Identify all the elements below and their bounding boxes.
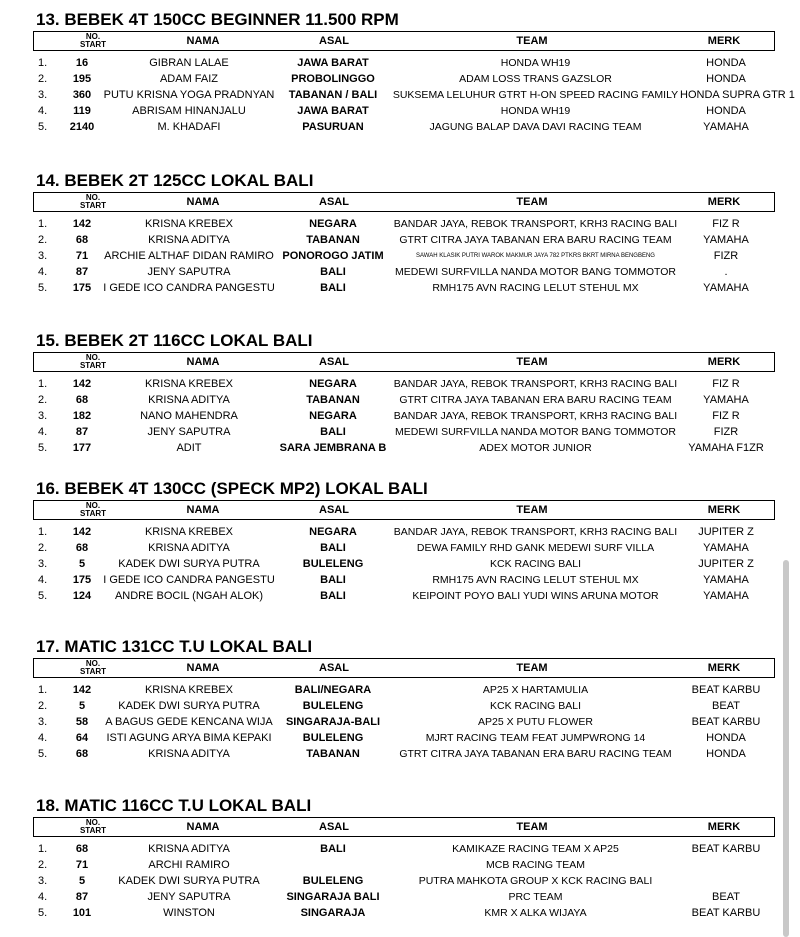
rider-origin: TABANAN / BALI (288, 89, 378, 101)
team-name: PRC TEAM (508, 891, 563, 903)
start-number: 68 (75, 748, 89, 760)
team-name: GTRT CITRA JAYA TABANAN ERA BARU RACING TEAM (399, 234, 672, 246)
rider-origin: NEGARA (309, 410, 357, 422)
table-row (0, 746, 790, 762)
rider-name: ADAM FAIZ (159, 73, 219, 85)
team-name: KCK RACING BALI (489, 558, 582, 570)
bike-brand: YAMAHA (703, 590, 749, 602)
start-number: 119 (73, 105, 91, 117)
bike-brand: FIZ R (712, 410, 740, 422)
header-no-start (64, 818, 122, 836)
row-index: 4. (38, 105, 48, 117)
section-title: 13. BEBEK 4T 150CC BEGINNER 11.500 RPM (36, 10, 399, 29)
row-index: 5. (38, 907, 48, 919)
team-name: RMH175 AVN RACING LELUT STEHUL MX (432, 574, 639, 586)
rider-name: KRISNA KREBEX (144, 526, 234, 538)
rider-origin: BALI (320, 542, 346, 554)
rider-name: WINSTON (163, 907, 215, 919)
header-no-line2: START (79, 201, 107, 210)
table-row (0, 119, 790, 135)
bike-brand: YAMAHA (703, 121, 749, 133)
header-asal: ASAL (319, 662, 349, 674)
header-no-line1: NO. (85, 818, 101, 827)
bike-brand: BEAT KARBU (691, 716, 761, 728)
bike-brand: FIZR (713, 250, 739, 262)
table-row (0, 698, 790, 714)
start-number: 5 (78, 700, 86, 712)
team-name: MCB RACING TEAM (486, 859, 585, 871)
rider-name: A BAGUS GEDE KENCANA WIJA (105, 716, 273, 728)
rider-origin: BALI/NEGARA (294, 684, 372, 696)
bike-brand: HONDA (706, 57, 746, 69)
start-number: 68 (75, 394, 89, 406)
rider-origin: BALI (320, 843, 346, 855)
header-nama: NAMA (186, 35, 220, 47)
rider-name: I GEDE ICO CANDRA PANGESTU (103, 574, 275, 586)
row-index: 5. (38, 748, 48, 760)
table-row (0, 408, 790, 424)
rider-name: PUTU KRISNA YOGA PRADNYAN (103, 89, 275, 101)
rider-name: ANDRE BOCIL (NGAH ALOK) (114, 590, 264, 602)
header-no-line1: NO. (85, 32, 101, 41)
rider-name: GIBRAN LALAE (149, 57, 229, 69)
header-no-line2: START (79, 40, 107, 49)
table-row (0, 264, 790, 280)
row-index: 4. (38, 891, 48, 903)
header-nama: NAMA (186, 356, 220, 368)
rider-origin: JAWA BARAT (297, 105, 369, 117)
bike-brand: HONDA (706, 748, 746, 760)
start-number: 175 (72, 574, 92, 586)
header-merk: MERK (707, 196, 741, 208)
rider-name: JENY SAPUTRA (147, 266, 231, 278)
rider-origin: BULELENG (302, 700, 364, 712)
row-index: 1. (38, 218, 48, 230)
bike-brand: HONDA (706, 73, 746, 85)
bike-brand: JUPITER Z (698, 526, 754, 538)
header-nama: NAMA (186, 821, 220, 833)
table-row (0, 905, 790, 921)
table-row (0, 376, 790, 392)
header-asal: ASAL (319, 504, 349, 516)
header-no-start (64, 659, 122, 677)
start-number: 142 (72, 378, 92, 390)
section-title: 14. BEBEK 2T 125CC LOKAL BALI (36, 171, 314, 190)
header-no-start (64, 193, 122, 211)
team-name: KMR X ALKA WIJAYA (484, 907, 587, 919)
team-name: HONDA WH19 (500, 57, 571, 69)
table-row (0, 71, 790, 87)
rider-origin: SINGARAJA BALI (286, 891, 380, 903)
row-index: 2. (38, 234, 48, 246)
bike-brand: FIZR (713, 426, 739, 438)
rider-origin: BALI (320, 574, 346, 586)
bike-brand: . (724, 266, 728, 278)
row-index: 2. (38, 73, 48, 85)
row-index: 3. (38, 410, 48, 422)
header-team: TEAM (516, 196, 548, 208)
rider-origin: PROBOLINGGO (291, 73, 375, 85)
bike-brand: HONDA (706, 105, 746, 117)
table-row (0, 424, 790, 440)
start-number: 58 (75, 716, 89, 728)
start-number: 175 (72, 282, 92, 294)
team-name: GTRT CITRA JAYA TABANAN ERA BARU RACING TEAM (399, 748, 672, 760)
team-name: MJRT RACING TEAM FEAT JUMPWRONG 14 (425, 732, 646, 744)
bike-brand: YAMAHA F1ZR (688, 442, 764, 454)
header-no-start (64, 353, 122, 371)
rider-origin: BALI (320, 282, 346, 294)
row-index: 1. (38, 684, 48, 696)
rider-name: KADEK DWI SURYA PUTRA (118, 875, 260, 887)
bike-brand: BEAT (712, 891, 740, 903)
table-header (33, 31, 775, 51)
table-row (0, 87, 795, 103)
rider-name: KADEK DWI SURYA PUTRA (118, 558, 260, 570)
table-row (0, 280, 790, 296)
table-row (0, 540, 790, 556)
rider-name: ISTI AGUNG ARYA BIMA KEPAKI (106, 732, 272, 744)
rider-name: M. KHADAFI (157, 121, 221, 133)
bike-brand: YAMAHA (703, 234, 749, 246)
header-no-line1: NO. (85, 659, 101, 668)
table-header (33, 352, 775, 372)
row-index: 4. (38, 266, 48, 278)
rider-origin: BALI (320, 266, 346, 278)
rider-origin: BULELENG (302, 875, 364, 887)
row-index: 3. (38, 558, 48, 570)
table-row (0, 889, 790, 905)
team-name: BANDAR JAYA, REBOK TRANSPORT, KRH3 RACING BALI (393, 218, 678, 230)
table-row (0, 392, 790, 408)
rider-name: KRISNA KREBEX (144, 684, 234, 696)
start-number: 2140 (69, 121, 95, 133)
rider-name: KRISNA KREBEX (144, 218, 234, 230)
start-number: 142 (72, 684, 92, 696)
team-name: BANDAR JAYA, REBOK TRANSPORT, KRH3 RACING BALI (393, 378, 678, 390)
row-index: 3. (38, 250, 48, 262)
rider-origin: TABANAN (306, 234, 360, 246)
header-merk: MERK (707, 662, 741, 674)
row-index: 1. (38, 843, 48, 855)
rider-origin: BALI (320, 590, 346, 602)
row-index: 3. (38, 875, 48, 887)
team-name: KEIPOINT POYO BALI YUDI WINS ARUNA MOTOR (412, 590, 659, 602)
start-number: 124 (72, 590, 92, 602)
section-title: 17. MATIC 131CC T.U LOKAL BALI (36, 637, 313, 656)
start-number: 182 (72, 410, 92, 422)
table-row (0, 682, 790, 698)
rider-origin: JAWA BARAT (297, 57, 369, 69)
start-number: 87 (75, 266, 89, 278)
team-name: RMH175 AVN RACING LELUT STEHUL MX (432, 282, 639, 294)
row-index: 4. (38, 732, 48, 744)
header-asal: ASAL (319, 35, 349, 47)
header-no-line2: START (79, 667, 107, 676)
row-index: 2. (38, 859, 48, 871)
rider-origin: SARA JEMBRANA B (279, 442, 387, 454)
row-index: 5. (38, 121, 48, 133)
team-name: BANDAR JAYA, REBOK TRANSPORT, KRH3 RACING BALI (393, 526, 678, 538)
table-header (33, 500, 775, 520)
team-name: PUTRA MAHKOTA GROUP X KCK RACING BALI (418, 875, 653, 887)
table-row (0, 714, 790, 730)
team-name: MEDEWI SURFVILLA NANDA MOTOR BANG TOMMOTOR (394, 266, 676, 278)
bike-brand: BEAT (712, 700, 740, 712)
bike-brand: BEAT KARBU (691, 907, 761, 919)
start-number: 142 (72, 218, 92, 230)
start-number: 68 (75, 542, 89, 554)
header-nama: NAMA (186, 196, 220, 208)
team-name: DEWA FAMILY RHD GANK MEDEWI SURF VILLA (416, 542, 655, 554)
header-nama: NAMA (186, 662, 220, 674)
rider-origin: NEGARA (309, 526, 357, 538)
table-row (0, 572, 790, 588)
row-index: 3. (38, 716, 48, 728)
team-name: BANDAR JAYA, REBOK TRANSPORT, KRH3 RACING BALI (393, 410, 678, 422)
start-number: 71 (75, 250, 89, 262)
header-no-start (64, 501, 122, 519)
table-header (33, 817, 775, 837)
start-number: 68 (75, 234, 89, 246)
team-name: HONDA WH19 (500, 105, 571, 117)
bike-brand: HONDA SUPRA GTR 1 (680, 89, 795, 101)
row-index: 1. (38, 526, 48, 538)
rider-name: KADEK DWI SURYA PUTRA (118, 700, 260, 712)
header-no-line2: START (79, 509, 107, 518)
rider-name: JENY SAPUTRA (147, 426, 231, 438)
rider-origin: PASURUAN (302, 121, 364, 133)
row-index: 4. (38, 426, 48, 438)
team-name: SUKSEMA LELUHUR GTRT H-ON SPEED RACING FAMILY (392, 89, 679, 101)
rider-name: I GEDE ICO CANDRA PANGESTU (103, 282, 275, 294)
team-name: AP25 X PUTU FLOWER (478, 716, 593, 728)
header-merk: MERK (707, 821, 741, 833)
start-number: 101 (72, 907, 92, 919)
header-team: TEAM (516, 35, 548, 47)
table-row (0, 248, 790, 264)
vertical-scrollbar[interactable] (783, 560, 789, 937)
rider-origin: NEGARA (309, 378, 357, 390)
rider-name: KRISNA ADITYA (148, 234, 230, 246)
table-row (0, 857, 790, 873)
row-index: 1. (38, 57, 48, 69)
header-asal: ASAL (319, 356, 349, 368)
section-title: 18. MATIC 116CC T.U LOKAL BALI (36, 796, 312, 815)
rider-origin: TABANAN (306, 748, 360, 760)
rider-name: ABRISAM HINANJALU (132, 105, 246, 117)
header-no-line1: NO. (85, 501, 101, 510)
team-name: SAWAH KLASIK PUTRI WAROK MAKMUR JAYA 782 PTKRS BKRT MIRNA BENGBENG (416, 253, 655, 259)
start-number: 360 (72, 89, 92, 101)
start-number: 87 (75, 426, 89, 438)
start-number: 16 (75, 57, 89, 69)
rider-origin: SINGARAJA-BALI (285, 716, 381, 728)
bike-brand: YAMAHA (703, 394, 749, 406)
team-name: ADAM LOSS TRANS GAZSLOR (459, 73, 612, 85)
table-row (0, 440, 790, 456)
start-number: 177 (72, 442, 92, 454)
rider-name: KRISNA ADITYA (148, 748, 230, 760)
rider-origin: BULELENG (302, 732, 364, 744)
rider-origin: PONOROGO JATIM (282, 250, 384, 262)
rider-name: ADIT (176, 442, 202, 454)
header-no-start (64, 32, 122, 50)
rider-name: KRISNA ADITYA (148, 394, 230, 406)
team-name: KCK RACING BALI (489, 700, 582, 712)
bike-brand: BEAT KARBU (691, 684, 761, 696)
rider-name: KRISNA ADITYA (148, 542, 230, 554)
table-row (0, 103, 790, 119)
header-team: TEAM (516, 504, 548, 516)
row-index: 2. (38, 542, 48, 554)
rider-origin: NEGARA (309, 218, 357, 230)
team-name: ADEX MOTOR JUNIOR (479, 442, 592, 454)
start-number: 195 (72, 73, 92, 85)
table-row (0, 216, 790, 232)
header-no-line1: NO. (85, 193, 101, 202)
header-merk: MERK (707, 356, 741, 368)
row-index: 3. (38, 89, 48, 101)
bike-brand: BEAT KARBU (691, 843, 761, 855)
row-index: 4. (38, 574, 48, 586)
row-index: 2. (38, 394, 48, 406)
bike-brand: YAMAHA (703, 282, 749, 294)
header-no-line1: NO. (85, 353, 101, 362)
header-team: TEAM (516, 821, 548, 833)
header-no-line2: START (79, 361, 107, 370)
rider-name: KRISNA KREBEX (144, 378, 234, 390)
row-index: 5. (38, 590, 48, 602)
rider-origin: SINGARAJA (300, 907, 366, 919)
table-row (0, 873, 790, 889)
row-index: 5. (38, 442, 48, 454)
team-name: MEDEWI SURFVILLA NANDA MOTOR BANG TOMMOTOR (394, 426, 676, 438)
header-merk: MERK (707, 35, 741, 47)
rider-name: JENY SAPUTRA (147, 891, 231, 903)
team-name: AP25 X HARTAMULIA (482, 684, 589, 696)
header-team: TEAM (516, 356, 548, 368)
table-row (0, 841, 790, 857)
table-row (0, 232, 790, 248)
bike-brand: JUPITER Z (698, 558, 754, 570)
rider-name: ARCHI RAMIRO (148, 859, 230, 871)
header-no-line2: START (79, 826, 107, 835)
table-row (0, 588, 790, 604)
rider-name: NANO MAHENDRA (140, 410, 238, 422)
row-index: 5. (38, 282, 48, 294)
bike-brand: HONDA (706, 732, 746, 744)
rider-origin: BULELENG (302, 558, 364, 570)
start-number: 5 (78, 558, 86, 570)
header-asal: ASAL (319, 821, 349, 833)
start-number: 5 (78, 875, 86, 887)
table-header (33, 192, 775, 212)
rider-name: KRISNA ADITYA (148, 843, 230, 855)
table-row (0, 556, 790, 572)
team-name: KAMIKAZE RACING TEAM X AP25 (452, 843, 619, 855)
table-row (0, 55, 790, 71)
start-number: 68 (75, 843, 89, 855)
header-nama: NAMA (186, 504, 220, 516)
start-number: 71 (75, 859, 89, 871)
team-name: JAGUNG BALAP DAVA DAVI RACING TEAM (429, 121, 642, 133)
section-title: 16. BEBEK 4T 130CC (SPECK MP2) LOKAL BALI (36, 479, 428, 498)
rider-origin: TABANAN (306, 394, 360, 406)
table-row (0, 524, 790, 540)
rider-origin: BALI (320, 426, 346, 438)
row-index: 1. (38, 378, 48, 390)
header-asal: ASAL (319, 196, 349, 208)
bike-brand: FIZ R (712, 218, 740, 230)
table-row (0, 730, 790, 746)
team-name: GTRT CITRA JAYA TABANAN ERA BARU RACING TEAM (399, 394, 672, 406)
start-number: 87 (75, 891, 89, 903)
bike-brand: YAMAHA (703, 542, 749, 554)
section-title: 15. BEBEK 2T 116CC LOKAL BALI (36, 331, 313, 350)
table-header (33, 658, 775, 678)
rider-name: ARCHIE ALTHAF DIDAN RAMIRO (104, 250, 274, 262)
bike-brand: YAMAHA (703, 574, 749, 586)
header-team: TEAM (516, 662, 548, 674)
bike-brand: FIZ R (712, 378, 740, 390)
start-number: 142 (72, 526, 92, 538)
header-merk: MERK (707, 504, 741, 516)
row-index: 2. (38, 700, 48, 712)
start-number: 64 (75, 732, 89, 744)
